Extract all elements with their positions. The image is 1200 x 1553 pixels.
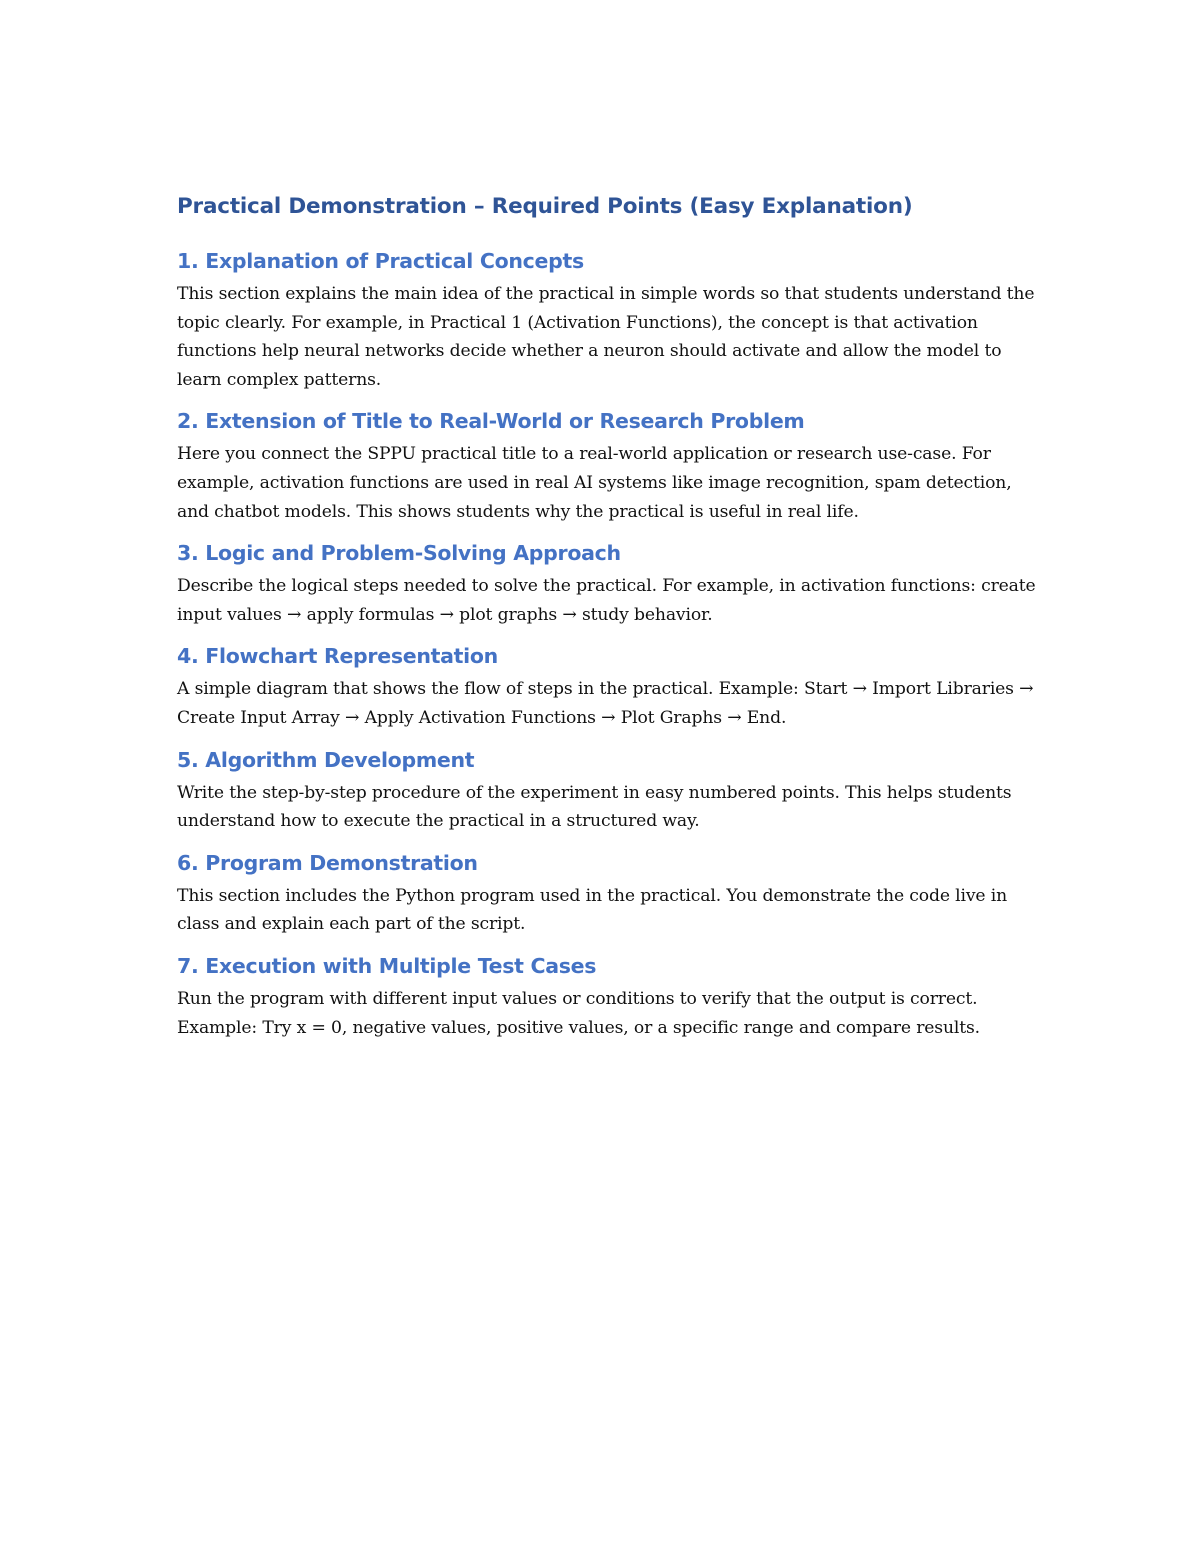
section-body: Run the program with different input values or conditions to verify that the output is correct. Example: Try x = 0, negative values, positive values, or a specific range and compare results.: [177, 988, 980, 1038]
section-logic-approach: [177, 537, 1037, 629]
section-heading: 3. Logic and Problem-Solving Approach: [177, 541, 621, 566]
section-program-demo: [177, 847, 1037, 939]
section-flowchart: [177, 640, 1037, 732]
section-heading: 6. Program Demonstration: [177, 850, 478, 875]
document-title: Practical Demonstration – Required Points (Easy Explanation): [177, 194, 913, 219]
section-explanation-of-concepts: [177, 245, 1037, 394]
section-body: This section includes the Python program used in the practical. You demonstrate the code live in class and explain each part of the script.: [177, 885, 1008, 935]
section-body: Here you connect the SPPU practical title to a real-world application or research use-case. For example, activation functions are used in real AI systems like image recognition, spam detection, and chatbot models. This shows students why the practical is useful in real life.: [177, 444, 1012, 522]
section-heading: 7. Execution with Multiple Test Cases: [177, 953, 597, 978]
section-heading: 1. Explanation of Practical Concepts: [177, 249, 584, 273]
section-body: This section explains the main idea of the practical in simple words so that students understand the topic clearly. For example, in Practical 1 (Activation Functions), the concept is that activation functions help neural networks decide whether a neuron should activate and allow the model to learn complex patterns.: [177, 284, 1035, 390]
section-test-cases: [177, 950, 1037, 1042]
section-heading: 2. Extension of Title to Real-World or Research Problem: [177, 409, 805, 434]
section-body: A simple diagram that shows the flow of steps in the practical. Example: Start → Import Libraries → Create Input Array → Apply Activation Functions → Plot Graphs → End.: [177, 679, 1034, 728]
section-algorithm: [177, 744, 1037, 836]
section-body: Write the step-by-step procedure of the experiment in easy numbered points. This helps students understand how to execute the practical in a structured way.: [177, 782, 1012, 832]
section-heading: 5. Algorithm Development: [177, 747, 475, 772]
section-real-world-extension: [177, 405, 1037, 526]
section-body: Describe the logical steps needed to solve the practical. For example, in activation functions: create input values → apply formulas → plot graphs → study behavior.: [177, 576, 1036, 625]
document-content: [177, 190, 1037, 1053]
section-heading: 4. Flowchart Representation: [177, 644, 498, 669]
